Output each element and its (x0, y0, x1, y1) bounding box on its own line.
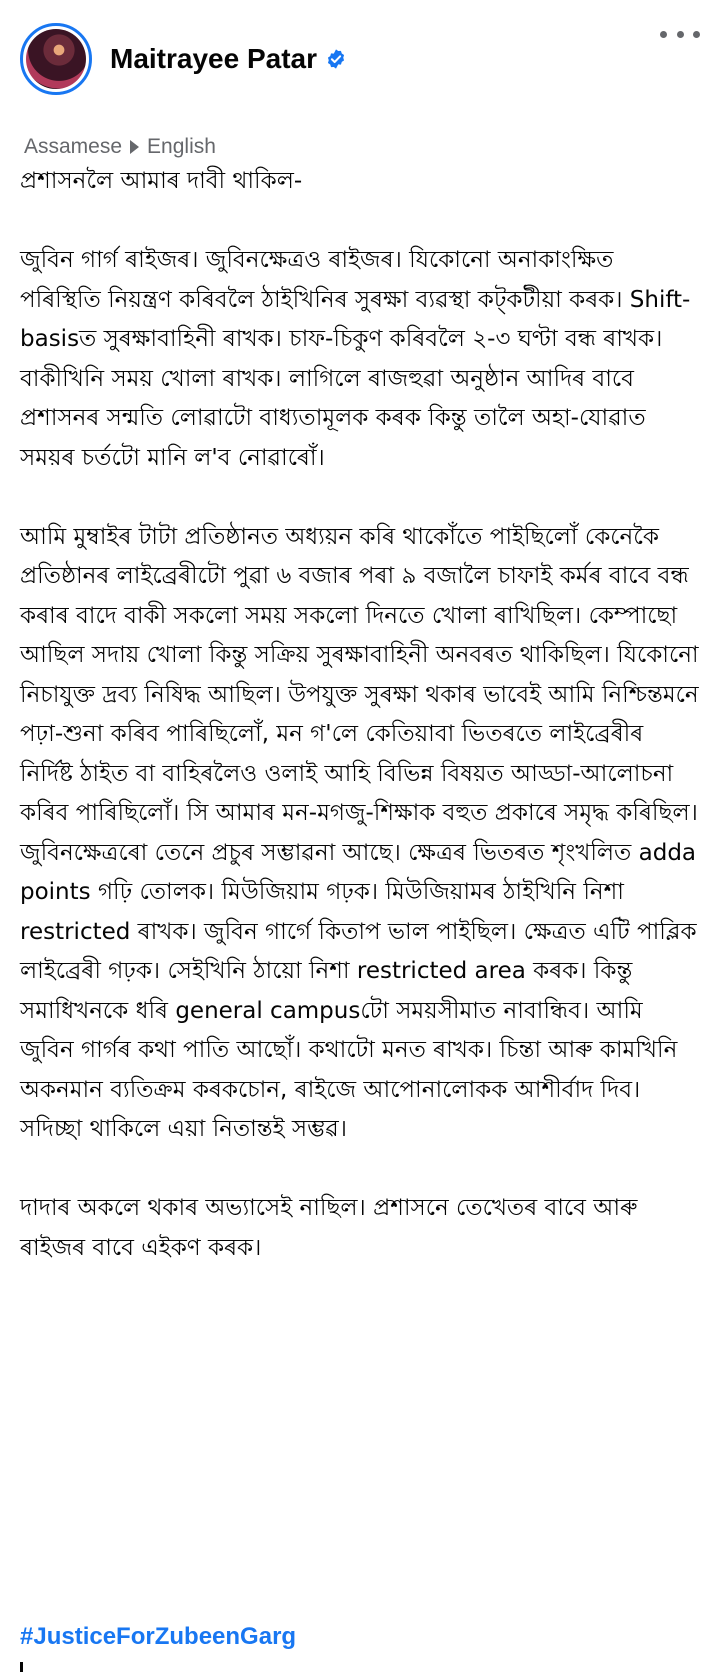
paragraph-gap (20, 202, 700, 242)
post-paragraph: প্ৰশাসনলৈ আমাৰ দাবী থাকিল- (20, 168, 303, 194)
translation-indicator[interactable] (24, 135, 216, 159)
post-header (20, 19, 347, 99)
post-paragraph: আমি মুম্বাইৰ টাটা প্ৰতিষ্ঠানত অধ্যয়ন কৰি থাকোঁতে পাইছিলোঁ কেনেকৈ প্ৰতিষ্ঠানৰ লাইব্ৰেৰীটো পুৱা ৬ বজাৰ পৰা ৯ বজালৈ চাফাই কৰ্মৰ বাবে বন্ধ কৰাৰ বাদে বাকী সকলো সময় সকলো দিনতে খোলা ৰাখিছিল। কেম্পাছো আছিল সদায় খোলা কিন্তু সক্ৰিয় সুৰক্ষাবাহিনী অনবৰত থাকিছিল। যিকোনো নিচাযুক্ত দ্ৰব্য নিষিদ্ধ আছিল। উপযুক্ত সুৰক্ষা থকাৰ ভাবেই আমি নিশ্চিন্তমনে পঢ়া-শুনা কৰিব পাৰিছিলোঁ, মন গ'লে কেতিয়াবা ভিতৰতে লাইব্ৰেৰীৰ নিৰ্দিষ্ট ঠাইত বা বাহিৰলৈও ওলাই আহি বিভিন্ন বিষয়ত আড্ডা-আলোচনা কৰিব পাৰিছিলোঁ। সি আমাৰ মন-মগজু-শিক্ষাক বহুত প্ৰকাৰে সমৃদ্ধ কৰিছিল। জুবিনক্ষেত্ৰৰো তেনে প্ৰচুৰ সম্ভাৱনা আছে। ক্ষেত্ৰৰ ভিতৰত শৃংখলিত adda points গঢ়ি তোলক। মিউজিয়াম গঢ়ক। মিউজিয়ামৰ ঠাইখিনি নিশা restricted ৰাখক। জুবিন গাৰ্গে কিতাপ ভাল পাইছিল। ক্ষেত্ৰত এটি পাব্লিক লাইব্ৰেৰী গঢ়ক। সেইখিনি ঠায়ো নিশা restricted area কৰক। কিন্তু সমাধিখনকে ধৰি general campusটো সময়সীমাত নাবান্ধিব। আমি জুবিন গাৰ্গৰ কথা পাতি আছোঁ। কথাটো মনত ৰাখক। চিন্তা আৰু কামখিনি অকনমান ব্যতিক্ৰম কৰকচোন, ৰাইজে আপোনালোকক আশীৰ্বাদ দিব। সদিচ্ছা থাকিলে এয়া নিতান্তই সম্ভৱ। (20, 523, 699, 1142)
more-dot (677, 31, 684, 38)
post-paragraph: দাদাৰ অকলে থকাৰ অভ্যাসেই নাছিল। প্ৰশাসনে তেখেতৰ বাবে আৰু ৰাইজৰ বাবে এইকণ কৰক। (20, 1195, 638, 1261)
post-body (20, 162, 700, 1268)
paragraph-gap (20, 1150, 700, 1190)
more-dot (660, 31, 667, 38)
translate-arrow-icon (130, 140, 139, 154)
author-name[interactable]: Maitrayee Patar (110, 43, 318, 74)
more-dot (693, 31, 700, 38)
hashtag-link[interactable]: #JusticeForZubeenGarg (20, 1623, 297, 1650)
verified-badge-icon (325, 48, 347, 70)
avatar[interactable] (20, 23, 92, 95)
target-language: English (147, 135, 216, 158)
avatar-image (26, 29, 86, 89)
source-language: Assamese (24, 135, 123, 158)
more-options-icon[interactable] (660, 22, 700, 46)
text-cursor (20, 1662, 23, 1672)
paragraph-gap (20, 478, 700, 518)
post-paragraph: জুবিন গাৰ্গ ৰাইজৰ। জুবিনক্ষেত্ৰও ৰাইজৰ। যিকোনো অনাকাংক্ষিত পৰিস্থিতি নিয়ন্ত্ৰণ কৰিবলৈ ঠাইখিনিৰ সুৰক্ষা ব্যৱস্থা কট্‌কটীয়া কৰক। Shift-basisত সুৰক্ষাবাহিনী ৰাখক। চাফ-চিকুণ কৰিবলৈ ২-৩ ঘণ্টা বন্ধ ৰাখক। বাকীখিনি সময় খোলা ৰাখক। লাগিলে ৰাজহুৱা অনুষ্ঠান আদিৰ বাবে প্ৰশাসনৰ সন্মতি লোৱাটো বাধ্যতামূলক কৰক কিন্তু তালৈ অহা-যোৱাত সময়ৰ চৰ্তটো মানি ল'ব নোৱাৰোঁ। (20, 247, 691, 471)
